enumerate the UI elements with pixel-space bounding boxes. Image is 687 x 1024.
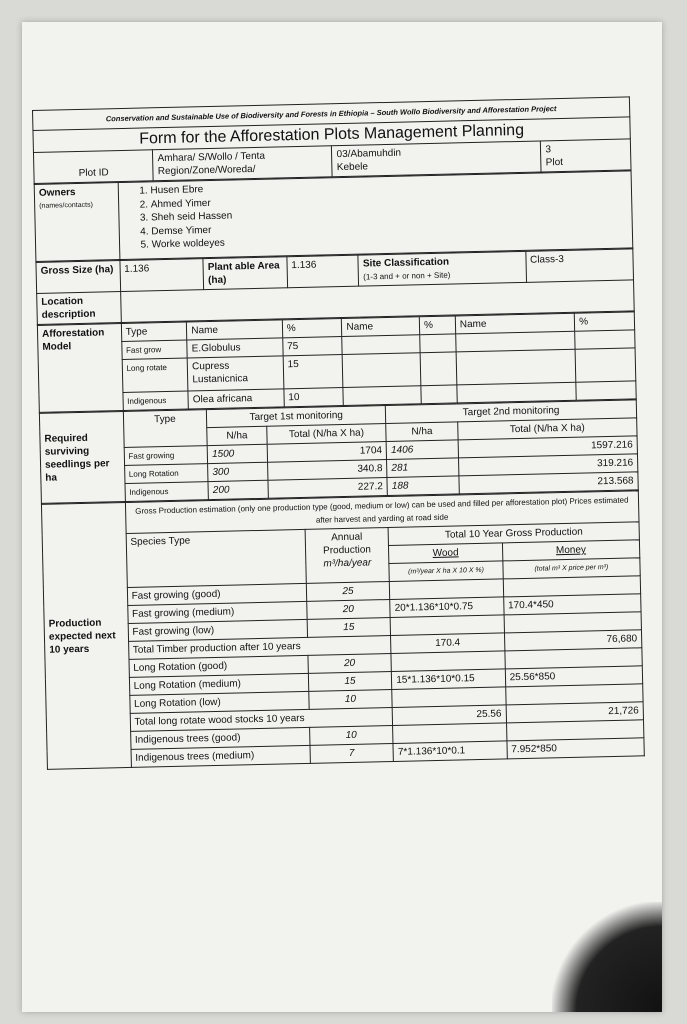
empty-cell — [421, 385, 457, 404]
model-row-type: Long rotate — [122, 358, 188, 392]
production-row-annual: 20 — [308, 653, 392, 673]
empty-cell — [420, 334, 456, 353]
seedlings-label: Required surviving seedlings per ha — [39, 412, 125, 504]
production-species-header: Species Type — [126, 529, 306, 587]
production-row-species: Long Rotation (low) — [129, 691, 308, 713]
production-annual-header — [305, 528, 390, 584]
model-name-header-2: Name — [342, 317, 420, 337]
seedlings-nha-header-2: N/ha — [386, 422, 458, 442]
kebele-label: Kebele — [336, 161, 369, 174]
production-wood-unit: (m³/year X ha X 10 X %) — [389, 561, 503, 582]
seedlings-row-t1: 340.8 — [267, 460, 387, 481]
production-row-annual: 15 — [308, 671, 392, 691]
seedlings-row-t1: 227.2 — [268, 478, 388, 499]
production-row-species: Fast growing (medium) — [127, 601, 306, 623]
owner-item: 1. Husen Ebre — [150, 174, 627, 198]
site-classification-label: Site Classification — [362, 256, 450, 270]
production-total-header: Total 10 Year Gross Production — [388, 522, 639, 546]
production-total-longrotate-label: Total long rotate wood stocks 10 years — [130, 707, 393, 731]
production-row-wood: 7*1.136*10*0.1 — [393, 741, 507, 762]
production-total-longrotate-wood: 25.56 — [392, 705, 506, 726]
site-classification-value: Class-3 — [525, 249, 633, 282]
seedlings-target2-header: Target 2nd monitoring — [386, 400, 637, 424]
production-total-timber-label: Total Timber production after 10 years — [128, 635, 391, 659]
owners-label-cell — [34, 183, 119, 262]
model-row-name: Olea africana — [188, 389, 284, 409]
region-cell — [153, 146, 333, 181]
production-row-money: 170.4*450 — [503, 594, 641, 615]
plot-value: 3 — [545, 144, 552, 156]
empty-cell — [342, 335, 420, 355]
paper-sheet — [22, 22, 662, 1012]
production-row-wood: 20*1.136*10*0.75 — [390, 597, 504, 618]
seedlings-type-header: Type — [123, 410, 207, 448]
production-row-annual: 20 — [306, 600, 390, 620]
seedlings-row-n2: 188 — [387, 476, 459, 496]
production-row-annual: 15 — [307, 618, 391, 638]
model-row-type: Fast grow — [121, 340, 187, 359]
seedlings-total-header: Total (N/ha X ha) — [267, 424, 387, 445]
production-total-timber-wood: 170.4 — [391, 633, 505, 654]
model-pct-header-2: % — [419, 316, 455, 335]
afforestation-model-table — [37, 311, 637, 413]
seedlings-row-type: Long Rotation — [124, 464, 208, 484]
model-row-pct: 10 — [284, 388, 344, 407]
site-classification-cell — [358, 251, 526, 286]
gross-size-value: 1.136 — [120, 259, 204, 292]
production-row-species: Long Rotation (good) — [129, 655, 308, 677]
empty-cell — [343, 353, 421, 388]
afforestation-form — [32, 96, 645, 769]
owner-item: 2. Ahmed Yimer — [151, 187, 628, 211]
production-row-annual: 7 — [310, 743, 394, 763]
region-value: Amhara/ S/Wollo / Tenta — [157, 150, 266, 165]
plot-label: Plot — [545, 156, 564, 169]
production-row-annual: 10 — [308, 689, 392, 709]
production-row-species: Long Rotation (medium) — [129, 673, 308, 695]
plot-id-label: Plot ID — [33, 150, 153, 184]
seedlings-row-n1: 1500 — [207, 444, 267, 463]
model-row-name: Cupress Lustanicnica — [187, 356, 283, 391]
plantable-area-label: Plant able Area (ha) — [203, 257, 287, 290]
region-label: Region/Zone/Woreda/ — [157, 163, 256, 178]
owners-list — [122, 174, 628, 253]
empty-cell — [456, 349, 576, 385]
production-wood-header: Wood — [389, 543, 503, 564]
site-classification-sub: (1-3 and + or non + Site) — [363, 270, 451, 282]
seedlings-row-n2: 1406 — [386, 440, 458, 460]
owners-table — [34, 170, 634, 262]
plot-cell — [541, 139, 631, 172]
production-row-wood: 15*1.136*10*0.15 — [392, 669, 506, 690]
production-note: Gross Production estimation (only one production type (good, medium or low) can be used and filled per afforestation plot) Prices estimated after harvest and yarding at road side — [125, 491, 639, 534]
shadow-corner — [552, 902, 662, 1012]
seedlings-row-n1: 200 — [208, 480, 268, 499]
model-pct-header-3: % — [575, 312, 635, 331]
owner-item: 4. Demse Yimer — [151, 214, 628, 238]
model-label: Afforestation Model — [37, 324, 123, 413]
kebele-value: 03/Abamuhdin — [336, 147, 402, 161]
model-name-header-3: Name — [455, 313, 575, 334]
project-banner: Conservation and Sustainable Use of Biodiversity and Forests in Ethiopia – South Wollo Biodiversity and Afforestation Project — [33, 97, 630, 131]
seedlings-row-type: Fast growing — [124, 446, 208, 466]
production-table — [41, 490, 645, 769]
seedlings-row-t2: 213.568 — [459, 472, 639, 494]
production-money-unit: (total m³ X price per m³) — [503, 558, 641, 579]
empty-cell — [343, 386, 421, 406]
model-name-header: Name — [187, 320, 283, 340]
seedlings-row-type: Indigenous — [125, 482, 209, 502]
empty-cell — [575, 348, 635, 382]
owner-item: 5. Worke woldeyes — [152, 228, 629, 252]
seedlings-table — [39, 399, 639, 504]
model-row-name: E.Globulus — [187, 338, 283, 358]
location-label: Location description — [37, 292, 121, 325]
owners-list-cell — [118, 171, 633, 260]
model-type-header: Type — [121, 322, 187, 341]
seedlings-nha-header: N/ha — [207, 426, 267, 445]
production-total-timber-money: 76,680 — [504, 630, 642, 651]
production-row-annual: 10 — [309, 725, 393, 745]
seedlings-row-t2: 1597.216 — [458, 436, 638, 458]
seedlings-row-n2: 281 — [387, 458, 459, 478]
production-total-longrotate-money: 21,726 — [506, 702, 644, 723]
empty-cell — [576, 381, 636, 400]
owners-label: Owners — [38, 187, 76, 199]
kebele-cell — [332, 141, 542, 177]
production-row-species: Indigenous trees (good) — [130, 727, 309, 749]
production-row-annual: 25 — [306, 582, 390, 602]
production-row-money: 25.56*850 — [505, 666, 643, 687]
seedlings-row-t1: 1704 — [267, 442, 387, 463]
gross-size-label: Gross Size (ha) — [36, 261, 120, 294]
owners-sublabel: (names/contacts) — [39, 201, 93, 210]
production-annual-unit: m³/ha/year — [323, 557, 372, 570]
production-row-species: Indigenous trees (medium) — [131, 745, 310, 767]
production-row-species: Fast growing (low) — [128, 619, 307, 641]
model-row-pct: 75 — [282, 337, 342, 356]
production-row-money: 7.952*850 — [507, 738, 645, 759]
empty-cell — [420, 352, 457, 386]
seedlings-row-t2: 319.216 — [458, 454, 638, 476]
header-table — [32, 96, 632, 184]
production-annual-label: Annual Production — [323, 531, 372, 557]
model-row-pct: 15 — [283, 355, 343, 389]
form-title: Form for the Afforestation Plots Management Planning — [33, 117, 630, 153]
production-money-header: Money — [502, 540, 640, 561]
empty-cell — [575, 330, 635, 349]
seedlings-total-header-2: Total (N/ha X ha) — [458, 418, 638, 440]
owner-item: 3. Sheh seid Hassen — [151, 201, 628, 225]
seedlings-row-n1: 300 — [208, 462, 268, 481]
model-pct-header: % — [282, 319, 342, 338]
plantable-area-value: 1.136 — [287, 255, 359, 288]
empty-cell — [457, 382, 577, 403]
production-row-species: Fast growing (good) — [127, 583, 306, 605]
model-row-type: Indigenous — [123, 391, 189, 410]
seedlings-target1-header: Target 1st monitoring — [206, 406, 385, 428]
production-label: Production expected next 10 years — [41, 502, 131, 769]
